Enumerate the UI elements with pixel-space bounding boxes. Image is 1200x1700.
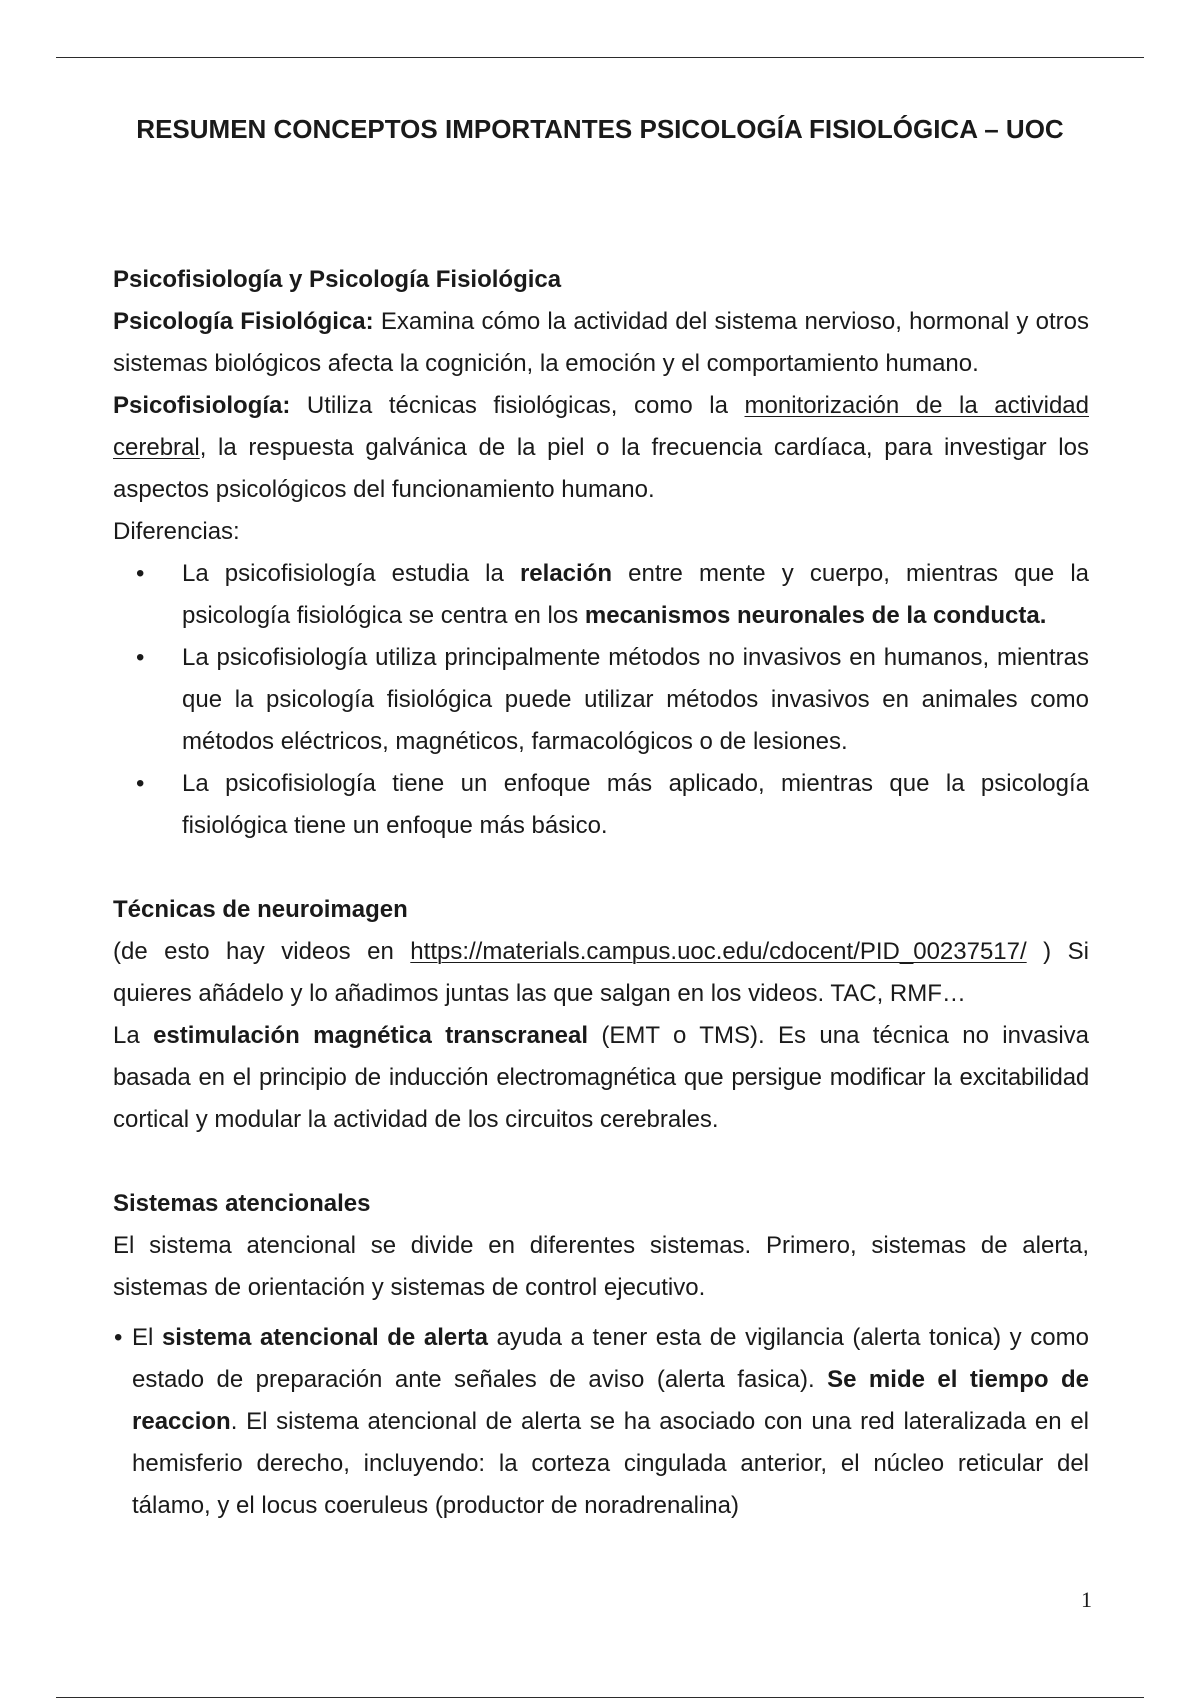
paragraph-text: (EMT o TMS). Es una técnica no invasiva — [588, 1022, 1090, 1049]
header-rule — [56, 57, 1144, 58]
section-sistemas-atencionales — [113, 1183, 1089, 1527]
list-item — [113, 553, 1089, 637]
document-title: RESUMEN CONCEPTOS IMPORTANTES PSICOLOGÍA FISIOLÓGICA – UOC — [136, 114, 1064, 144]
bullet-icon: • — [136, 560, 145, 587]
list-item-bold: Se mide el tiempo de reaccion — [132, 1366, 1089, 1435]
section-heading: Psicofisiología y Psicología Fisiológica — [113, 266, 562, 293]
definition-psicofisiologia — [113, 385, 1089, 511]
tms-paragraph — [113, 1015, 1089, 1141]
paragraph-text: basada en el principio de inducción electromagnética que persigue modificar la excitabilidad — [113, 1064, 1089, 1091]
section-heading: Sistemas atencionales — [113, 1190, 371, 1217]
definition-text: Examina cómo la actividad del sistema nervioso, hormonal y otros sistemas biológicos afecta la cognición, la emoción y el comportamiento humano. — [113, 308, 1089, 377]
list-item — [113, 637, 1089, 763]
materials-link[interactable]: https://materials.campus.uoc.edu/cdocent/PID_00237517/ — [410, 938, 1027, 965]
section-psicofisiologia — [113, 259, 1089, 847]
list-item — [113, 763, 1089, 847]
note-text: ) Si quieres añádelo y lo añadimos juntas las que salgan en los videos. TAC, RMF… — [113, 938, 1089, 1007]
videos-note — [113, 931, 1089, 1015]
document-body — [113, 259, 1089, 1527]
list-item-text: La psicofisiología utiliza principalmente métodos no invasivos en humanos, mientras que la psicología fisiológica puede utilizar métodos invasivos en animales como métodos eléctricos, magnéticos, farmacológicos o de lesiones. — [182, 644, 1089, 755]
note-text: (de esto hay videos en — [113, 938, 411, 965]
attention-systems-list — [113, 1317, 1089, 1527]
list-item-bold: relación — [519, 560, 613, 587]
section-neuroimagen — [113, 889, 1089, 1141]
definition-psicologia-fisiologica — [113, 301, 1089, 385]
definition-text: Utiliza técnicas fisiológicas, como la — [290, 392, 745, 419]
paragraph-text: La — [113, 1022, 154, 1049]
footer-rule — [56, 1697, 1144, 1698]
section-heading: Técnicas de neuroimagen — [113, 896, 408, 923]
list-item-text: . El sistema atencional de alerta se ha asociado con una red lateralizada en el hemisferio derecho, incluyendo: la corteza cingulada anterior, el núcleo reticular del tálamo, y el locus coeruleus (productor de noradrenalina) — [132, 1408, 1089, 1519]
bullet-icon: • — [136, 644, 145, 671]
definition-term: Psicología Fisiológica: — [113, 308, 374, 335]
definition-text: , la respuesta galvánica de la piel o la frecuencia cardíaca, para investigar los aspectos psicológicos del funcionamiento humano. — [113, 434, 1089, 503]
definition-term: Psicofisiología: — [113, 392, 291, 419]
paragraph-bold: estimulación magnética transcraneal — [153, 1022, 589, 1049]
page-number: 1 — [1081, 1587, 1092, 1612]
bullet-icon: • — [114, 1324, 123, 1351]
differences-list — [113, 553, 1089, 847]
paragraph-text: cortical y modular la actividad de los circuitos cerebrales. — [113, 1106, 719, 1133]
list-item-bold: mecanismos neuronales de la conducta. — [584, 602, 1047, 629]
list-item-text: entre mente y cuerpo, mientras que la psicología fisiológica se centra en los — [182, 560, 1090, 629]
list-item-text: El — [132, 1324, 162, 1351]
list-item-bold: sistema atencional de alerta — [161, 1324, 488, 1351]
intro-paragraph: El sistema atencional se divide en diferentes sistemas. Primero, sistemas de alerta, sistemas de orientación y sistemas de control ejecutivo. — [113, 1232, 1089, 1301]
list-item — [113, 1317, 1089, 1527]
differences-label: Diferencias: — [113, 518, 240, 545]
bullet-icon: • — [136, 770, 145, 797]
list-item-text: La psicofisiología tiene un enfoque más aplicado, mientras que la psicología fisiológica tiene un enfoque más básico. — [182, 770, 1089, 839]
list-item-text: ayuda a tener esta de vigilancia (alerta tonica) y como estado de preparación ante señales de aviso (alerta fasica). — [132, 1324, 1089, 1393]
list-item-text: La psicofisiología estudia la — [182, 560, 520, 587]
underlined-text: monitorización de la actividad cerebral — [113, 392, 1089, 461]
